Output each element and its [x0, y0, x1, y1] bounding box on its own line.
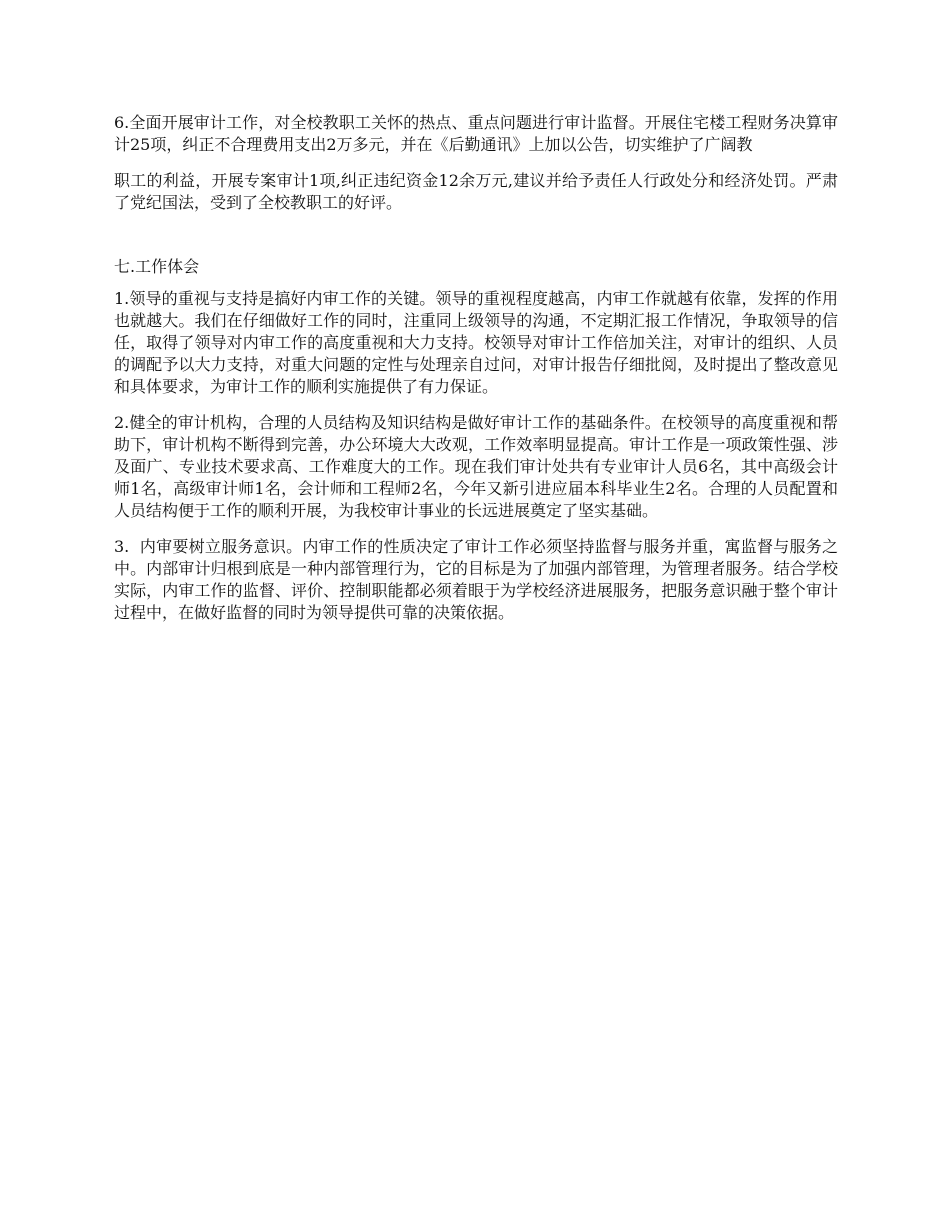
paragraph-leadership-support: 1.领导的重视与支持是搞好内审工作的关键。领导的重视程度越高，内审工作就越有依靠，发挥的作用也就越大。我们在仔细做好工作的同时，注重同上级领导的沟通，不定期汇报工作情况，争取领导的信任，取得了领导对内审工作的高度重视和大力支持。校领导对审计工作倍加关注，对审计的组织、人员的调配予以大力支持，对重大问题的定性与处理亲自过问，对审计报告仔细批阅，及时提出了整改意见和具体要求，为审计工作的顺利实施提供了有力保证。: [114, 289, 838, 396]
paragraph-audit-work-continued: 职工的利益，开展专案审计1项,纠正违纪资金12余万元,建议并给予责任人行政处分和经济处罚。严肃了党纪国法，受到了全校教职工的好评。: [114, 171, 838, 212]
paragraph-service-awareness: 3. 内审要树立服务意识。内审工作的性质决定了审计工作必须坚持监督与服务并重，寓监督与服务之中。内部审计归根到底是一种内部管理行为，它的目标是为了加强内部管理，为管理者服务。结合学校实际，内审工作的监督、评价、控制职能都必须着眼于为学校经济进展服务，把服务意识融于整个审计过程中，在做好监督的同时为领导提供可靠的决策依据。: [114, 537, 838, 622]
paragraph-audit-organization: 2.健全的审计机构，合理的人员结构及知识结构是做好审计工作的基础条件。在校领导的高度重视和帮助下，审计机构不断得到完善，办公环境大大改观，工作效率明显提高。审计工作是一项政策性强、涉及面广、专业技术要求高、工作难度大的工作。现在我们审计处共有专业审计人员6名，其中高级会计师1名，高级审计师1名，会计师和工程师2名，今年又新引进应届本科毕业生2名。合理的人员配置和人员结构便于工作的顺利开展，为我校审计事业的长远进展奠定了坚实基础。: [114, 413, 838, 520]
section-heading: 七.工作体会: [114, 257, 200, 276]
paragraph-audit-work: 6.全面开展审计工作，对全校教职工关怀的热点、重点问题进行审计监督。开展住宅楼工程财务决算审计25项，纠正不合理费用支出2万多元，并在《后勤通讯》上加以公告，切实维护了广阔教: [114, 113, 838, 154]
document-page: [114, 112, 838, 638]
